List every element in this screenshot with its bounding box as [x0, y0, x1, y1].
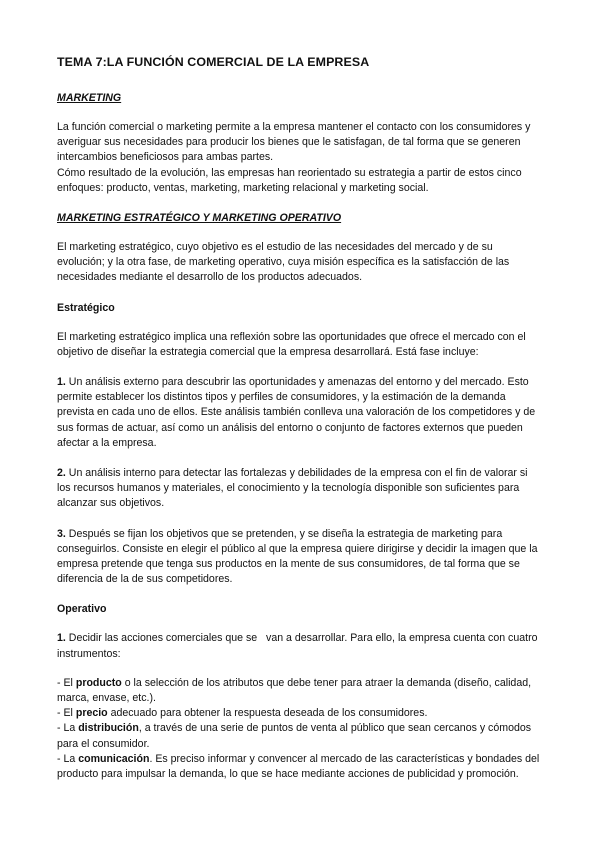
- item-text: Un análisis interno para detectar las fortalezas y debilidades de la empresa con el fin de valorar si los recursos humanos y materiales, el conocimiento y la tecnología disponible son suficientes para alcanzar sus objetivos.: [57, 467, 528, 510]
- item-text: Después se fijan los objetivos que se pretenden, y se diseña la estrategia de marketing para conseguirlos. Consiste en elegir el público al que la empresa quiere dirigirse y decidir la imagen que la empresa pretende que tenga sus productos en la mente de sus consumidores, de tal forma que se diferencia de la de sus competidores.: [57, 527, 538, 586]
- instrument-distribucion: [57, 721, 543, 751]
- instrument-prefix: - El: [57, 676, 76, 689]
- instrument-term: precio: [75, 707, 108, 720]
- paragraph-marketing-2: Cómo resultado de la evolución, las empresas han reorientado su estrategia a partir de estos cinco enfoques: producto, ventas, marketing, marketing relacional y marketing social.: [57, 166, 522, 194]
- instrument-prefix: - La: [57, 722, 79, 735]
- paragraph-estrategico-operativo: El marketing estratégico, cuyo objetivo es el estudio de las necesidades del mercado y de su evolución; y la otra fase, de marketing operativo, cuya misión específica es la satisfacción de las necesidades mediante el desarrollo de los productos adecuados.: [57, 241, 510, 284]
- instrument-term: comunicación: [78, 752, 150, 765]
- document-page: [57, 54, 543, 782]
- instrument-term: producto: [75, 676, 122, 689]
- item-text: Decidir las acciones comerciales que se van a desarrollar. Para ello, la empresa cuenta con cuatro instrumentos:: [57, 632, 541, 660]
- estrategico-item-1: [57, 375, 543, 451]
- instrument-term: distribución: [78, 722, 139, 735]
- instrument-description: adecuado para obtener la respuesta deseada de los consumidores.: [107, 707, 428, 720]
- section-heading-marketing: MARKETING: [57, 92, 122, 104]
- instrument-description: o la selección de los atributos que debe tener para atraer la demanda (diseño, calidad, marca, envase, etc.).: [57, 676, 532, 705]
- subheading-operativo: Operativo: [57, 603, 107, 616]
- estrategico-item-3: [57, 527, 543, 588]
- item-number: 1.: [57, 632, 66, 645]
- instrument-precio: [57, 706, 543, 721]
- instrument-comunicacion: [57, 752, 543, 782]
- item-text: Un análisis externo para descubrir las oportunidades y amenazas del entorno y del mercado. Esto permite establecer los distintos tipos y perfiles de consumidores, y la estimación de la demanda prevista en cada uno de ellos. Este análisis también conlleva una valoración de los competidores y de sus formas de actuar, así como un análisis del entorno o conjunto de factores externos que pueden afectar a la empresa.: [57, 376, 536, 449]
- operativo-item-1: [57, 631, 543, 661]
- paragraph-estrategico-intro: El marketing estratégico implica una reflexión sobre las oportunidades que ofrece el mercado con el objetivo de diseñar la estrategia comercial que la empresa desarrollará. Está fase incluye:: [57, 330, 526, 358]
- instrument-description: , a través de una serie de puntos de venta al público que sean cercanos y cómodos para el consumidor.: [57, 722, 532, 750]
- instrument-prefix: - El: [57, 707, 76, 720]
- item-number: 1.: [57, 376, 66, 389]
- instrument-producto: [57, 676, 543, 706]
- document-title: TEMA 7:LA FUNCIÓN COMERCIAL DE LA EMPRESA: [57, 55, 370, 69]
- section-heading-estrategico-operativo: MARKETING ESTRATÉGICO Y MARKETING OPERATIVO: [57, 212, 342, 225]
- subheading-estrategico: Estratégico: [57, 301, 115, 314]
- paragraph-marketing-1: La función comercial o marketing permite a la empresa mantener el contacto con los consumidores y averiguar sus necesidades para producir los bienes que le satisfagan, de tal forma que se generen intercambios beneficiosos para ambas partes.: [57, 121, 531, 164]
- instrument-prefix: - La: [57, 752, 79, 765]
- estrategico-item-2: [57, 466, 543, 512]
- instrument-description: . Es preciso informar y convencer al mercado de las características y bondades del producto para impulsar la demanda, lo que se hace mediante acciones de publicidad y promoción.: [57, 752, 540, 781]
- item-number: 3.: [57, 527, 66, 540]
- item-number: 2.: [57, 467, 66, 480]
